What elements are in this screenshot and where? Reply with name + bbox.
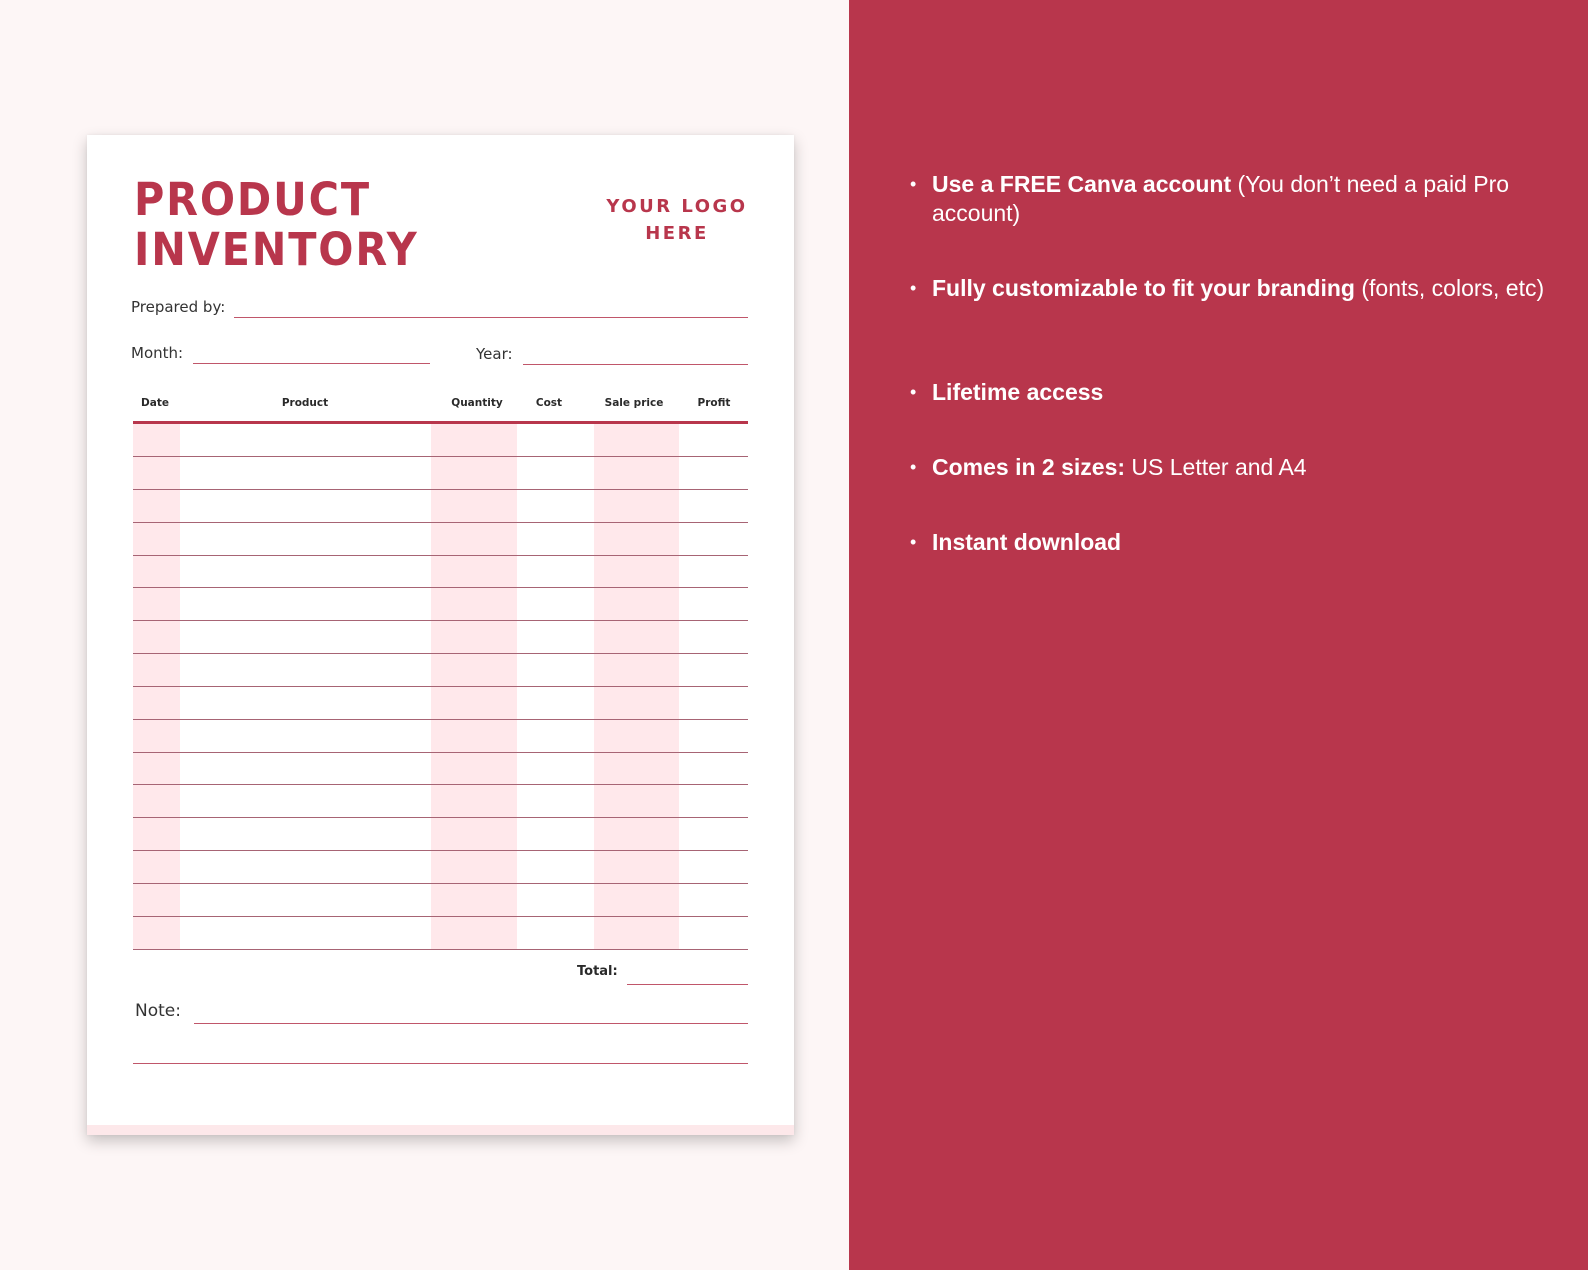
note-label: Note: [135, 1001, 181, 1021]
feature-item [908, 528, 1568, 557]
quantity-column-shade [431, 424, 517, 950]
sheet-title [134, 175, 419, 275]
feature-bold-text: Comes in 2 sizes: [932, 454, 1126, 480]
column-header-quantity: Quantity [451, 397, 503, 409]
feature-text: US Letter and A4 [1125, 454, 1307, 480]
table-row-line [133, 620, 748, 621]
table-row-line [133, 555, 748, 556]
table-row-line [133, 456, 748, 457]
bullet-icon: • [910, 532, 917, 552]
bullet-icon: • [910, 278, 917, 298]
month-line [193, 363, 430, 364]
prepared-by-label: Prepared by: [131, 298, 226, 316]
feature-item [908, 378, 1568, 407]
note-line-2 [133, 1063, 748, 1064]
feature-text: (You don’t need a paid Pro account) [932, 171, 1510, 226]
year-label: Year: [476, 345, 513, 363]
feature-text: (fonts, colors, etc) [1354, 275, 1545, 301]
prepared-by-line [234, 317, 748, 318]
feature-bold-text: Lifetime access [932, 379, 1104, 405]
bullet-icon: • [910, 174, 917, 194]
column-header-date: Date [141, 397, 169, 409]
table-row-line [133, 522, 748, 523]
bullet-icon: • [910, 382, 917, 402]
feature-bold-text: Use a FREE Canva account [932, 171, 1232, 197]
feature-bold-text: Instant download [932, 529, 1122, 555]
column-header-sale-price: Sale price [604, 397, 664, 409]
logo-line-2: HERE [645, 223, 709, 244]
inventory-sheet [87, 135, 794, 1135]
feature-bold-text: Fully customizable to fit your branding [932, 275, 1355, 301]
table-row-line [133, 489, 748, 490]
table-row-line [133, 719, 748, 720]
note-line-1 [194, 1023, 748, 1024]
table-row-line [133, 883, 748, 884]
table-row-line [133, 752, 748, 753]
sheet-bottom-strip [87, 1125, 794, 1135]
table-row-line [133, 686, 748, 687]
table-row-line [133, 916, 748, 917]
table-row-line [133, 850, 748, 851]
year-line [523, 364, 748, 365]
total-label: Total: [577, 964, 618, 979]
feature-item [908, 170, 1568, 228]
feature-item [908, 453, 1568, 482]
table-row-line [133, 784, 748, 785]
month-label: Month: [131, 344, 184, 362]
table-row-line [133, 587, 748, 588]
column-header-cost: Cost [535, 397, 563, 409]
title-line-2: INVENTORY [134, 223, 419, 276]
logo-line-1: YOUR LOGO [606, 196, 748, 217]
total-line [627, 984, 748, 985]
title-line-1: PRODUCT [134, 173, 371, 226]
date-column-shade [133, 424, 180, 950]
table-row-line [133, 653, 748, 654]
feature-item [908, 274, 1568, 303]
table-row-line [133, 949, 748, 950]
column-header-product: Product [281, 397, 329, 409]
column-header-profit: Profit [697, 397, 731, 409]
logo-placeholder [587, 193, 767, 247]
table-row-line [133, 817, 748, 818]
sale-price-column-shade [594, 424, 679, 950]
bullet-icon: • [910, 457, 917, 477]
feature-panel [849, 0, 1588, 1270]
